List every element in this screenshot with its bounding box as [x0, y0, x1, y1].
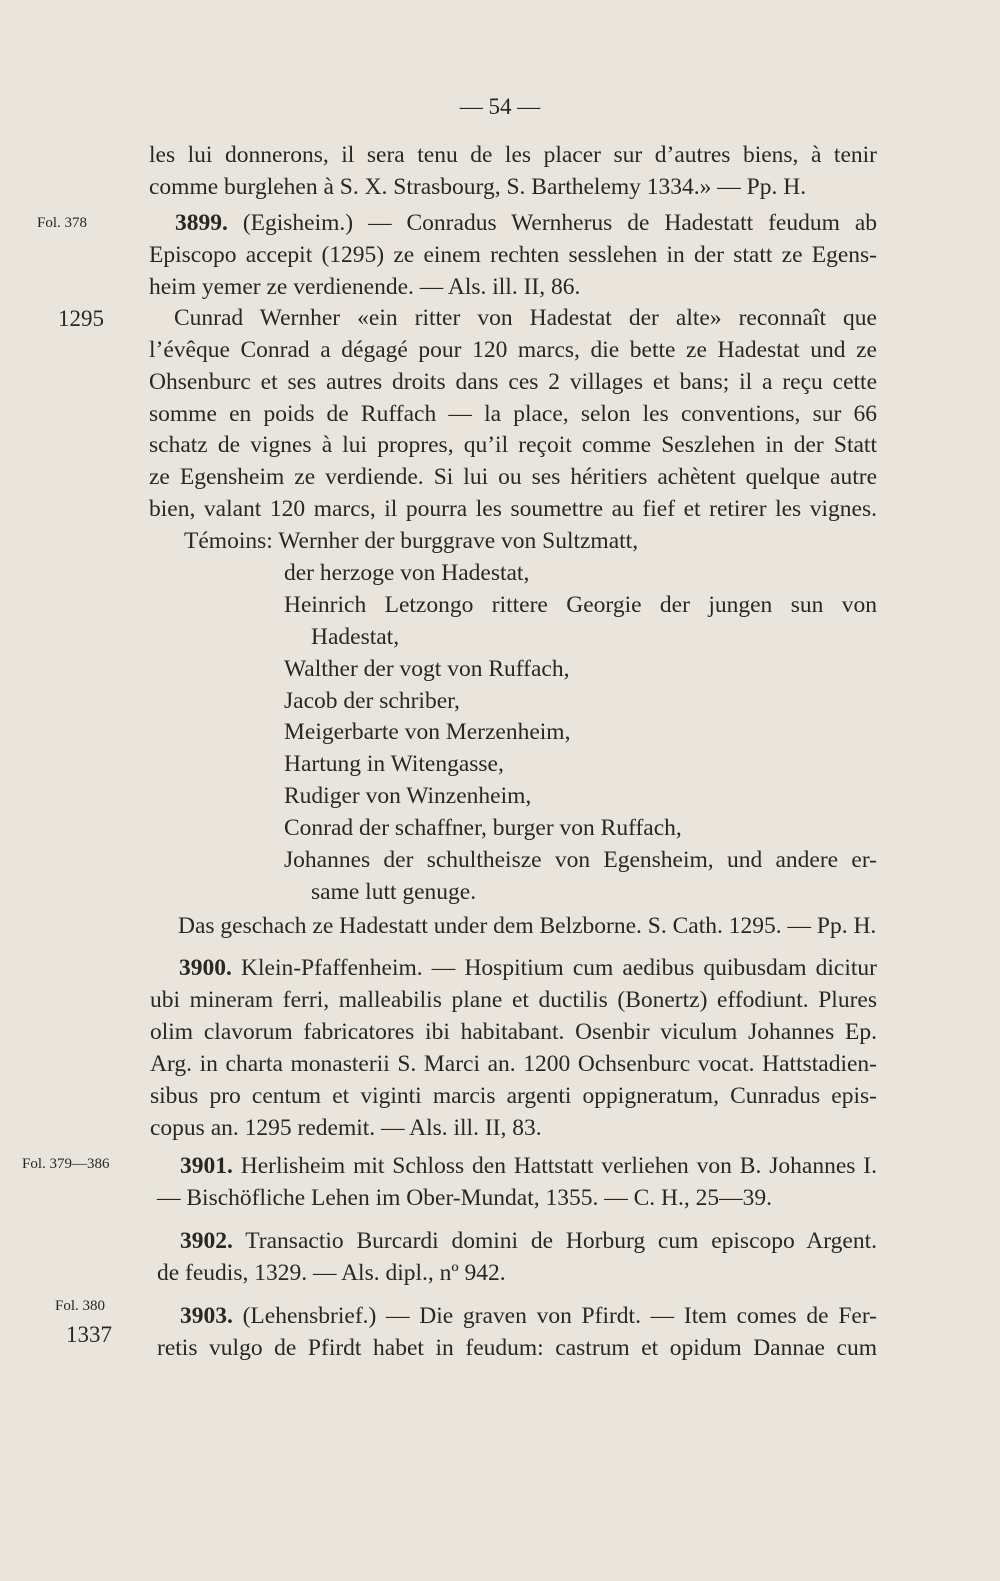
entry-3903-heading: 3903. (Lehensbrief.) — Die graven von Pfirdt. — Item comes de Fer-	[180, 1303, 877, 1329]
text-line: ubi mineram ferri, malleabilis plane et ductilis (Bonertz) effodiunt. Plures	[150, 987, 877, 1013]
text-line: schatz de vignes à lui propres, qu’il reçoit comme Seszlehen in der Statt	[149, 432, 877, 458]
entry-3901-heading: 3901. Herlisheim mit Schloss den Hattstatt verliehen von B. Johannes I.	[180, 1153, 877, 1179]
entry-3900-heading: 3900. Klein-Pfaffenheim. — Hospitium cum aedibus quibusdam dicitur	[179, 955, 877, 981]
witness-line: Heinrich Letzongo rittere Georgie der jungen sun von	[284, 592, 877, 618]
text-line: de feudis, 1329. — Als. dipl., nº 942.	[157, 1260, 506, 1286]
text-line: heim yemer ze verdienende. — Als. ill. II, 86.	[149, 274, 581, 300]
margin-note: 1337	[66, 1322, 112, 1347]
text-line: bien, valant 120 marcs, il pourra les soumettre au fief et retirer les vignes.	[149, 496, 877, 522]
witness-line: same lutt genuge.	[311, 879, 477, 905]
text-line: Episcopo accepit (1295) ze einem rechten sesslehen in der statt ze Egens-	[149, 242, 877, 268]
text-line: les lui donnerons, il sera tenu de les placer sur d’autres biens, à tenir	[149, 142, 877, 168]
text-line: l’évêque Conrad a dégagé pour 120 marcs, die bette ze Hadestat und ze	[149, 337, 877, 363]
margin-note: Fol. 380	[55, 1298, 106, 1314]
text-line: Ohsenburc et ses autres droits dans ces 2 villages et bans; il a reçu cette	[149, 369, 877, 395]
witness-line: Walther der vogt von Ruffach,	[284, 656, 570, 682]
margin-note: Fol. 379—386	[22, 1156, 110, 1172]
text-line: sibus pro centum et viginti marcis argenti oppigneratum, Cunradus epis-	[150, 1083, 877, 1109]
margin-note: Fol. 378	[37, 215, 88, 231]
text-line: copus an. 1295 redemit. — Als. ill. II, 83.	[150, 1115, 542, 1141]
text-line: — Bischöfliche Lehen im Ober-Mundat, 1355. — C. H., 25—39.	[157, 1185, 773, 1211]
text-line: retis vulgo de Pfirdt habet in feudum: castrum et opidum Dannae cum	[157, 1335, 877, 1361]
margin-note: 1295	[58, 306, 104, 331]
witness-line: Témoins: Wernher der burggrave von Sultzmatt,	[184, 528, 639, 554]
text-line: ze Egensheim ze verdiende. Si lui ou ses héritiers achètent quelque autre	[149, 464, 877, 490]
witness-line: Conrad der schaffner, burger von Ruffach,	[284, 815, 682, 841]
text-line: olim clavorum fabricatores ibi habitabant. Osenbir viculum Johannes Ep.	[150, 1019, 877, 1045]
witness-line: Meigerbarte von Merzenheim,	[284, 719, 571, 745]
entry-3902-heading: 3902. Transactio Burcardi domini de Horburg cum episcopo Argent.	[180, 1228, 877, 1254]
witness-line: Rudiger von Winzenheim,	[284, 783, 532, 809]
text-line: comme burglehen à S. X. Strasbourg, S. Barthelemy 1334.» — Pp. H.	[149, 174, 807, 200]
text-line: Das geschach ze Hadestatt under dem Belzborne. S. Cath. 1295. — Pp. H.	[178, 913, 877, 939]
text-line: somme en poids de Ruffach — la place, selon les conventions, sur 66	[149, 401, 877, 427]
text-line: Cunrad Wernher «ein ritter von Hadestat der alte» reconnaît que	[174, 305, 877, 331]
witness-line: Hadestat,	[311, 624, 400, 650]
entry-3899-heading: 3899. (Egisheim.) — Conradus Wernherus de Hadestatt feudum ab	[175, 210, 877, 236]
witness-line: der herzoge von Hadestat,	[284, 560, 530, 586]
text-line: Arg. in charta monasterii S. Marci an. 1200 Ochsenburc vocat. Hattstadien-	[150, 1051, 877, 1077]
witness-line: Johannes der schultheisze von Egensheim, und andere er-	[284, 847, 877, 873]
page-number: — 54 —	[459, 94, 541, 119]
witness-line: Jacob der schriber,	[284, 688, 460, 714]
witness-line: Hartung in Witengasse,	[284, 751, 504, 777]
